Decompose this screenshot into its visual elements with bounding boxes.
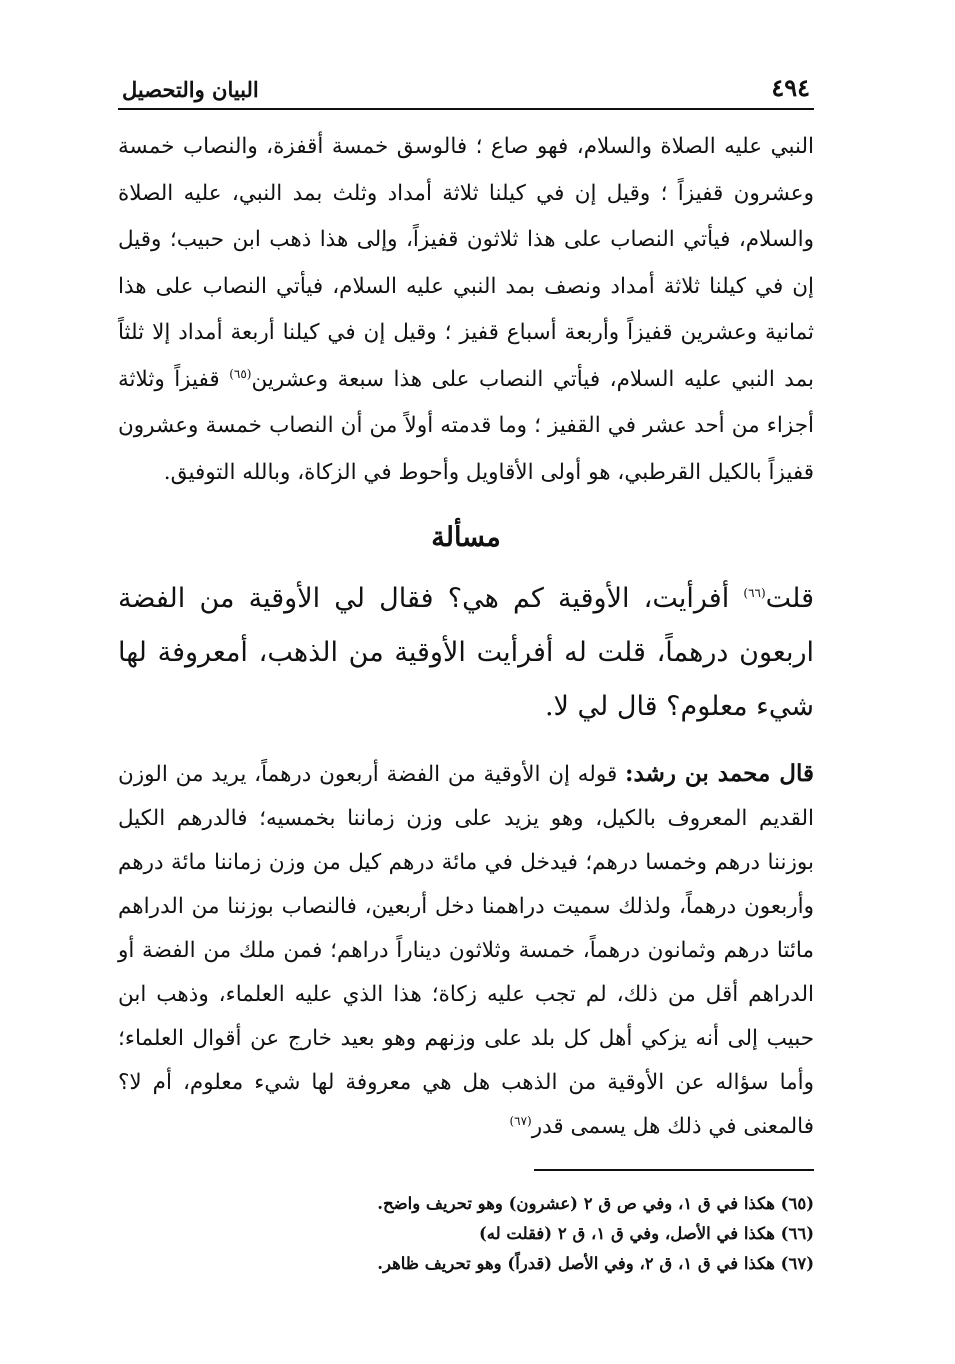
- opening-paragraph: [118, 124, 814, 496]
- paragraph-text: النبي عليه الصلاة والسلام، فهو صاع ؛ فالوسق خمسة أقفزة، والنصاب خمسة وعشرون قفيزاً ؛ وقيل إن في كيلنا ثلاثة أمداد وثلث بمد النبي، عليه الصلاة والسلام، فيأتي النصاب على هذا ثلاثون قفيزاً، وإلى هذا ذهب ابن حبيب؛ وقيل إن في كيلنا ثلاثة أمداد ونصف بمد النبي عليه السلام، فيأتي النصاب على هذا ثمانية وعشرين قفيزاً وأربعة أسباع قفيز ؛ وقيل إن في كيلنا أربعة أمداد إلا ثلثاً بمد النبي عليه السلام، فيأتي النصاب على هذا سبعة وعشرين: [118, 134, 814, 392]
- running-title: البيان والتحصيل: [122, 77, 259, 102]
- footnotes: [118, 1189, 814, 1279]
- footnote: (٦٦) هكذا في الأصل، وفي ق ١، ق ٢ (فقلت له): [478, 1224, 814, 1243]
- footnote-ref: (٦٥): [229, 366, 252, 381]
- footnote: (٦٧) هكذا في ق ١، ق ٢، وفي الأصل (قدراً) وهو تحريف ظاهر.: [377, 1254, 814, 1273]
- question-prefix: قلت: [765, 583, 814, 614]
- page-number: ٤٩٤: [771, 73, 810, 102]
- footnote-ref: (٦٧): [509, 1113, 532, 1128]
- question-text: أفرأيت، الأوقية كم هي؟ فقال لي الأوقية من الفضة اربعون درهماً، قلت له أفرأيت الأوقية من الذهب، أمعروفة لها شيء معلوم؟ قال لي لا.: [118, 583, 814, 722]
- footnote-divider: [534, 1169, 814, 1171]
- paragraph-text-continued: قفيزاً وثلاثة أجزاء من أحد عشر في القفيز ؛ وما قدمته أولاً من أن النصاب خمسة وعشرون قفيزاً بالكيل القرطبي، هو أولى الأقاويل وأحوط في الزكاة، وبالله التوفيق.: [118, 366, 814, 485]
- footnote: (٦٥) هكذا في ق ١، وفي ص ق ٢ (عشرون) وهو تحريف واضح.: [377, 1194, 814, 1213]
- page-header: [118, 64, 814, 110]
- commentary-lead: قال محمد بن رشد:: [625, 760, 814, 787]
- commentary-text: قوله إن الأوقية من الفضة أربعون درهماً، يريد من الوزن القديم المعروف بالكيل، وهو يزيد على وزن زماننا بخمسيه؛ فالدرهم الكيل بوزننا درهم وخمسا درهم؛ فيدخل في مائة درهم كيل من وزن زماننا مائة درهم وأربعون درهماً، ولذلك سميت دراهمنا دخل أربعين، فالنصاب بوزننا من الدراهم مائتا درهم وثمانون درهماً، خمسة وثلاثون ديناراً دراهم؛ فمن ملك من الفضة أو الدراهم أقل من ذلك، لم تجب عليه زكاة؛ هذا الذي عليه العلماء، وذهب ابن حبيب إلى أنه يزكي أهل كل بلد على وزنهم وهو بعيد خارج عن أقوال العلماء؛ وأما سؤاله عن الأوقية من الذهب هل هي معروفة لها شيء معلوم، أم لا؟ فالمعنى في ذلك هل يسمى قدر: [118, 762, 814, 1139]
- commentary-paragraph: [118, 752, 814, 1149]
- question-paragraph: [118, 572, 814, 734]
- section-heading: مسألة: [431, 522, 501, 553]
- book-page: [118, 64, 814, 1279]
- footnote-ref: (٦٦): [743, 586, 766, 600]
